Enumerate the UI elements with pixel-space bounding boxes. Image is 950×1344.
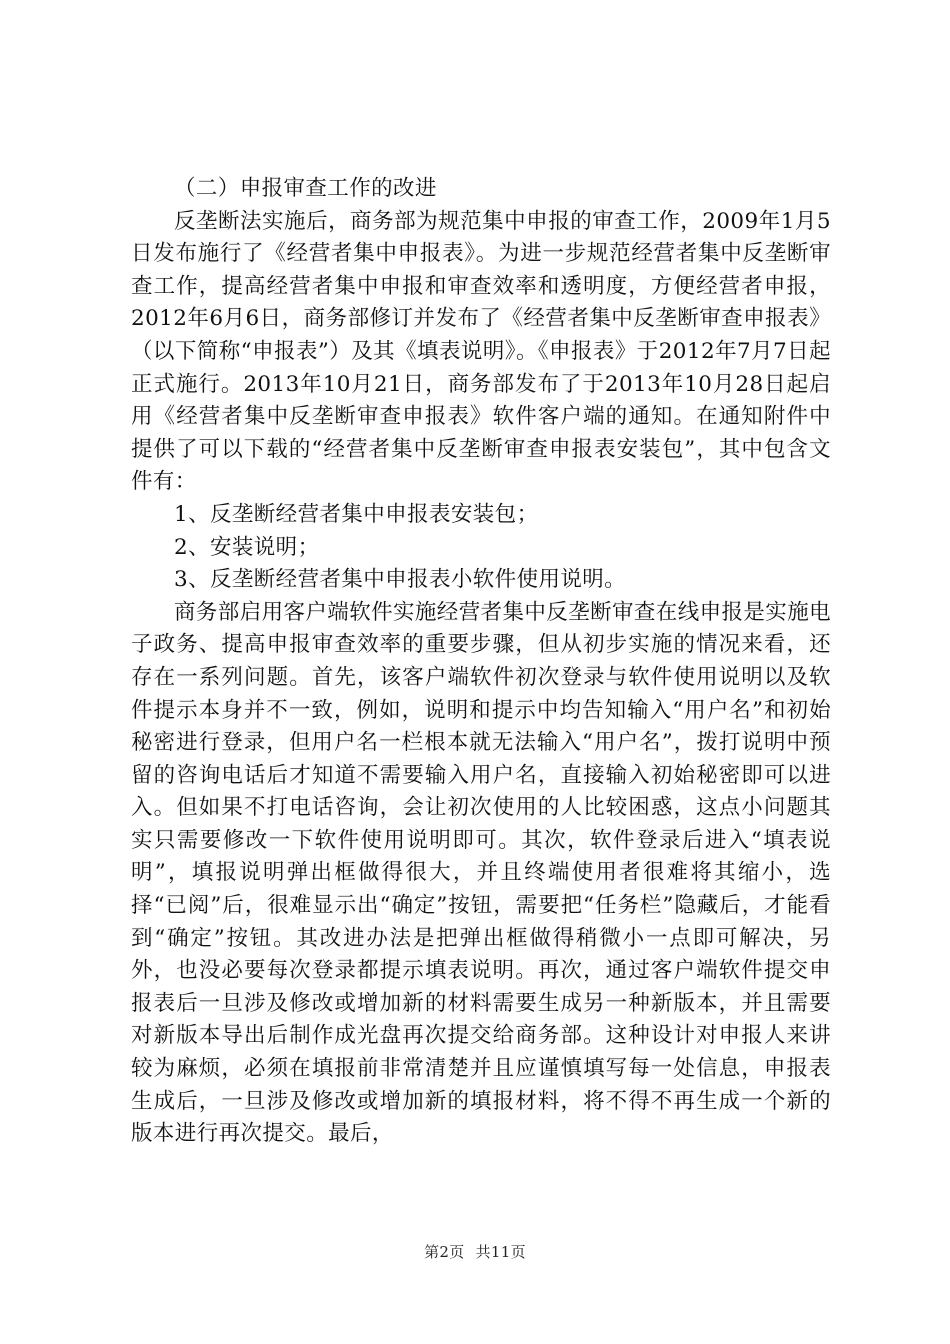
list-item: 1、反垄断经营者集中申报表安装包； [174, 501, 539, 527]
page-number: 第2页 [424, 1243, 465, 1261]
page-footer [0, 1241, 950, 1262]
body-paragraph: 反垄断法实施后，商务部为规范集中申报的审查工作，2009年1月5日发布施行了《经营者集中申报表》。为进一步规范经营者集中反垄断审查工作，提高经营者集中申报和审查效率和透明度，方便经营者申报，2012年6月6日，商务部修订并发布了《经营者集中反垄断审查申报表》（以下简称“申报表”）及其《填表说明》。《申报表》于2012年7月7日起正式施行。2013年10月21日，商务部发布了于2013年10月28日起启用《经营者集中反垄断审查申报表》软件客户端的通知。在通知附件中提供了可以下载的“经营者集中反垄断审查申报表安装包”，其中包含文件有： [131, 208, 831, 495]
list-item: 3、反垄断经营者集中申报表小软件使用说明。 [174, 567, 627, 593]
section-heading: （二）申报审查工作的改进 [174, 176, 437, 201]
body-paragraph: 商务部启用客户端软件实施经营者集中反垄断审查在线申报是实施电子政务、提高申报审查效率的重要步骤，但从初步实施的情况来看，还存在一系列问题。首先，该客户端软件初次登录与软件使用说明以及软件提示本身并不一致，例如，说明和提示中均告知输入“用户名”和初始秘密进行登录，但用户名一栏根本就无法输入“用户名”，拨打说明中预留的咨询电话后才知道不需要输入用户名，直接输入初始秘密即可以进入。但如果不打电话咨询，会让初次使用的人比较困惑，这点小问题其实只需要修改一下软件使用说明即可。其次，软件登录后进入“填表说明”，填报说明弹出框做得很大，并且终端使用者很难将其缩小，选择“已阅”后，很难显示出“确定”按钮，需要把“任务栏”隐藏后，才能看到“确定”按钮。其改进办法是把弹出框做得稍微小一点即可解决，另外，也没必要每次登录都提示填表说明。再次，通过客户端软件提交申报表后一旦涉及修改或增加新的材料需要生成另一种新版本，并且需要对新版本导出后制作成光盘再次提交给商务部。这种设计对申报人来讲较为麻烦，必须在填报前非常清楚并且应谨慎填写每一处信息，申报表生成后，一旦涉及修改或增加新的填报材料，将不得不再生成一个新的版本进行再次提交。最后， [131, 599, 832, 1147]
page-total: 共11页 [475, 1243, 526, 1261]
list-item: 2、安装说明； [174, 534, 320, 560]
document-body [131, 173, 831, 1151]
